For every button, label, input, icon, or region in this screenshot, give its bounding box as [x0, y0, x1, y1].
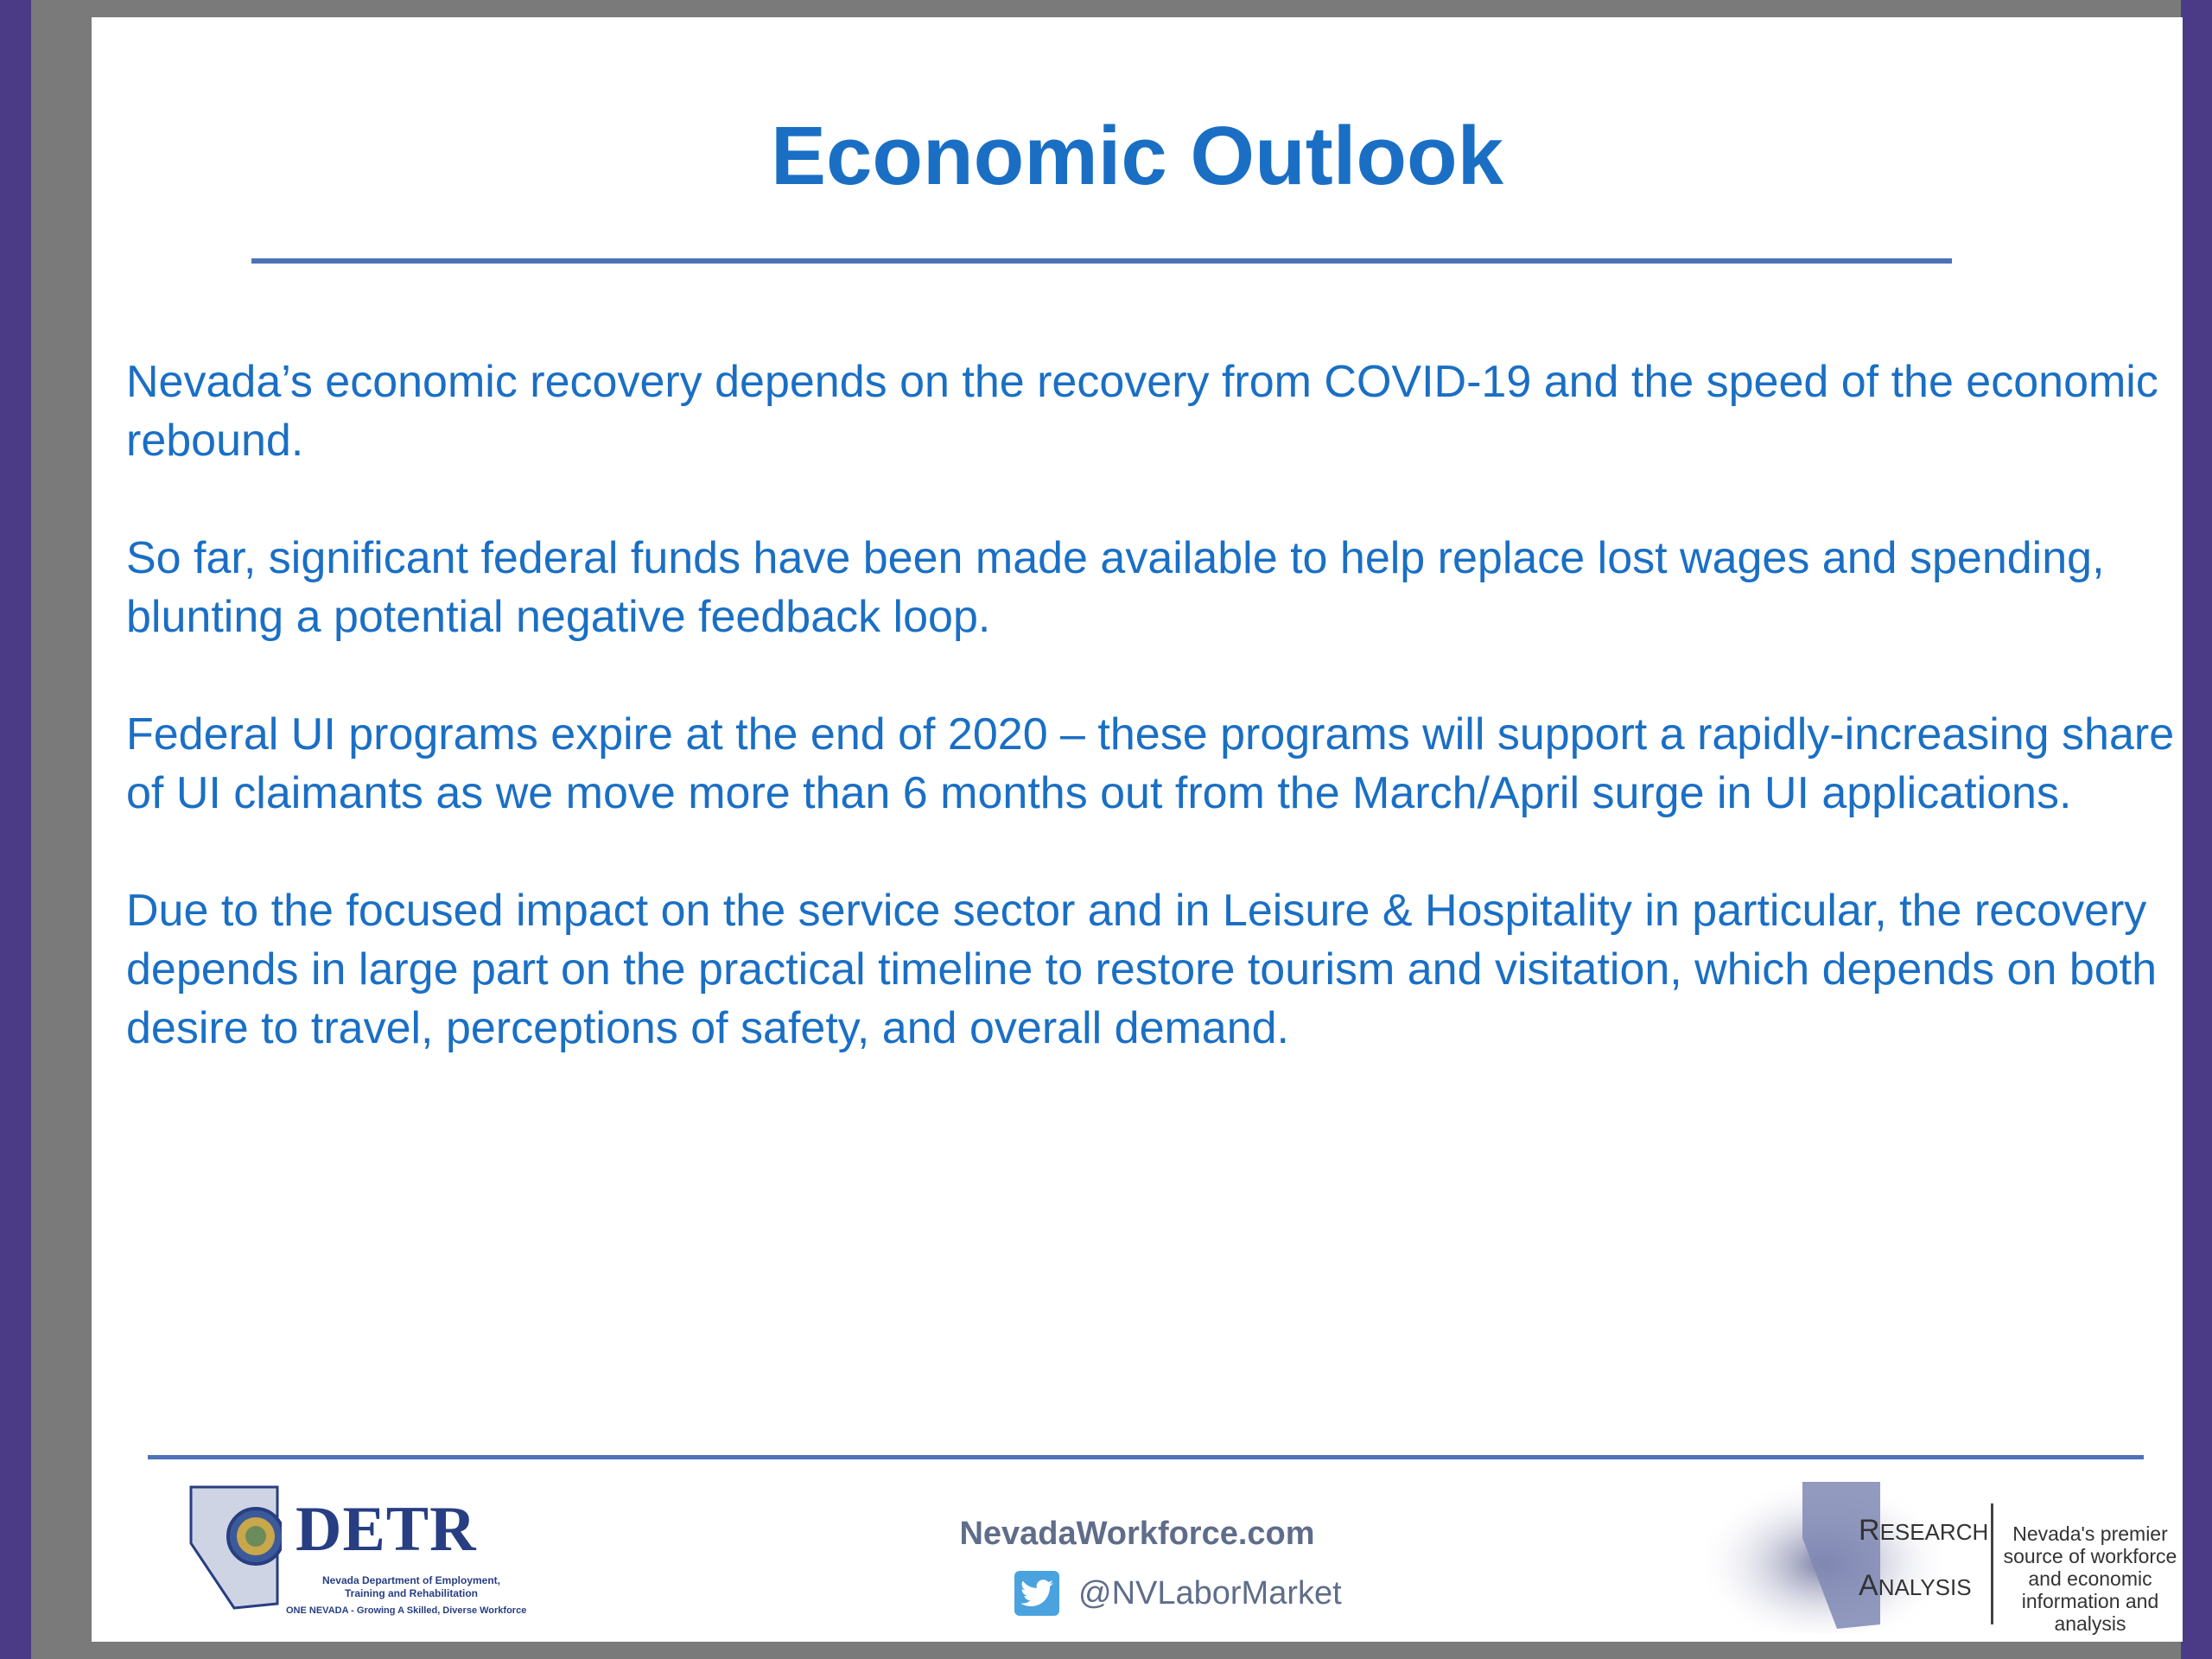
detr-wordmark: DETR — [296, 1494, 477, 1565]
paragraph: So far, significant federal funds have been made available to help replace lost wages and spending, blunting a potential negative feedback loop. — [126, 533, 2105, 642]
research-analysis-logo — [1707, 1478, 2177, 1635]
detr-tagline: ONE NEVADA - Growing A Skilled, Diverse Workforce — [286, 1605, 527, 1616]
ra-initial: A — [1859, 1569, 1878, 1602]
detr-subtitle-line: Nevada Department of Employment, — [321, 1574, 501, 1586]
slide — [92, 17, 2183, 1642]
ra-divider — [1991, 1503, 1993, 1624]
ra-text: NALYSIS — [1878, 1574, 1972, 1600]
detr-subtitle-line: Training and Rehabilitation — [344, 1587, 478, 1599]
twitter-bird-icon — [1014, 1571, 1059, 1616]
title-divider — [251, 258, 1952, 264]
research-analysis-wordmark — [1859, 1503, 1988, 1614]
detr-logo — [187, 1478, 532, 1633]
paragraph: Nevada’s economic recovery depends on the recovery from COVID-19 and the speed of the economic rebound. — [126, 357, 2158, 466]
ra-initial: R — [1859, 1514, 1880, 1547]
website-link[interactable]: NevadaWorkforce.com — [959, 1516, 1315, 1552]
footer-divider — [148, 1455, 2144, 1459]
twitter-handle: @NVLaborMarket — [1078, 1574, 1342, 1611]
detr-subtitle — [295, 1574, 528, 1600]
ra-description: Nevada's premier source of workforce and economic information and analysis — [2003, 1522, 2177, 1635]
slide-body — [126, 353, 2183, 1116]
ra-text: ESEARCH — [1879, 1519, 1989, 1545]
page-title: Economic Outlook — [770, 110, 1504, 202]
twitter-link[interactable] — [1014, 1569, 1342, 1618]
paragraph: Due to the focused impact on the service sector and in Leisure & Hospitality in particular, the recovery depends in large part on the practical timeline to restore tourism and visitation, which depends on both desire to travel, perceptions of safety, and overall demand. — [126, 886, 2158, 1053]
paragraph: Federal UI programs expire at the end of 2020 – these programs will support a rapidly-increasing share of UI claimants as we move more than 6 months out from the March/April surge in UI applications. — [126, 709, 2175, 818]
slide-frame — [31, 0, 2181, 1659]
